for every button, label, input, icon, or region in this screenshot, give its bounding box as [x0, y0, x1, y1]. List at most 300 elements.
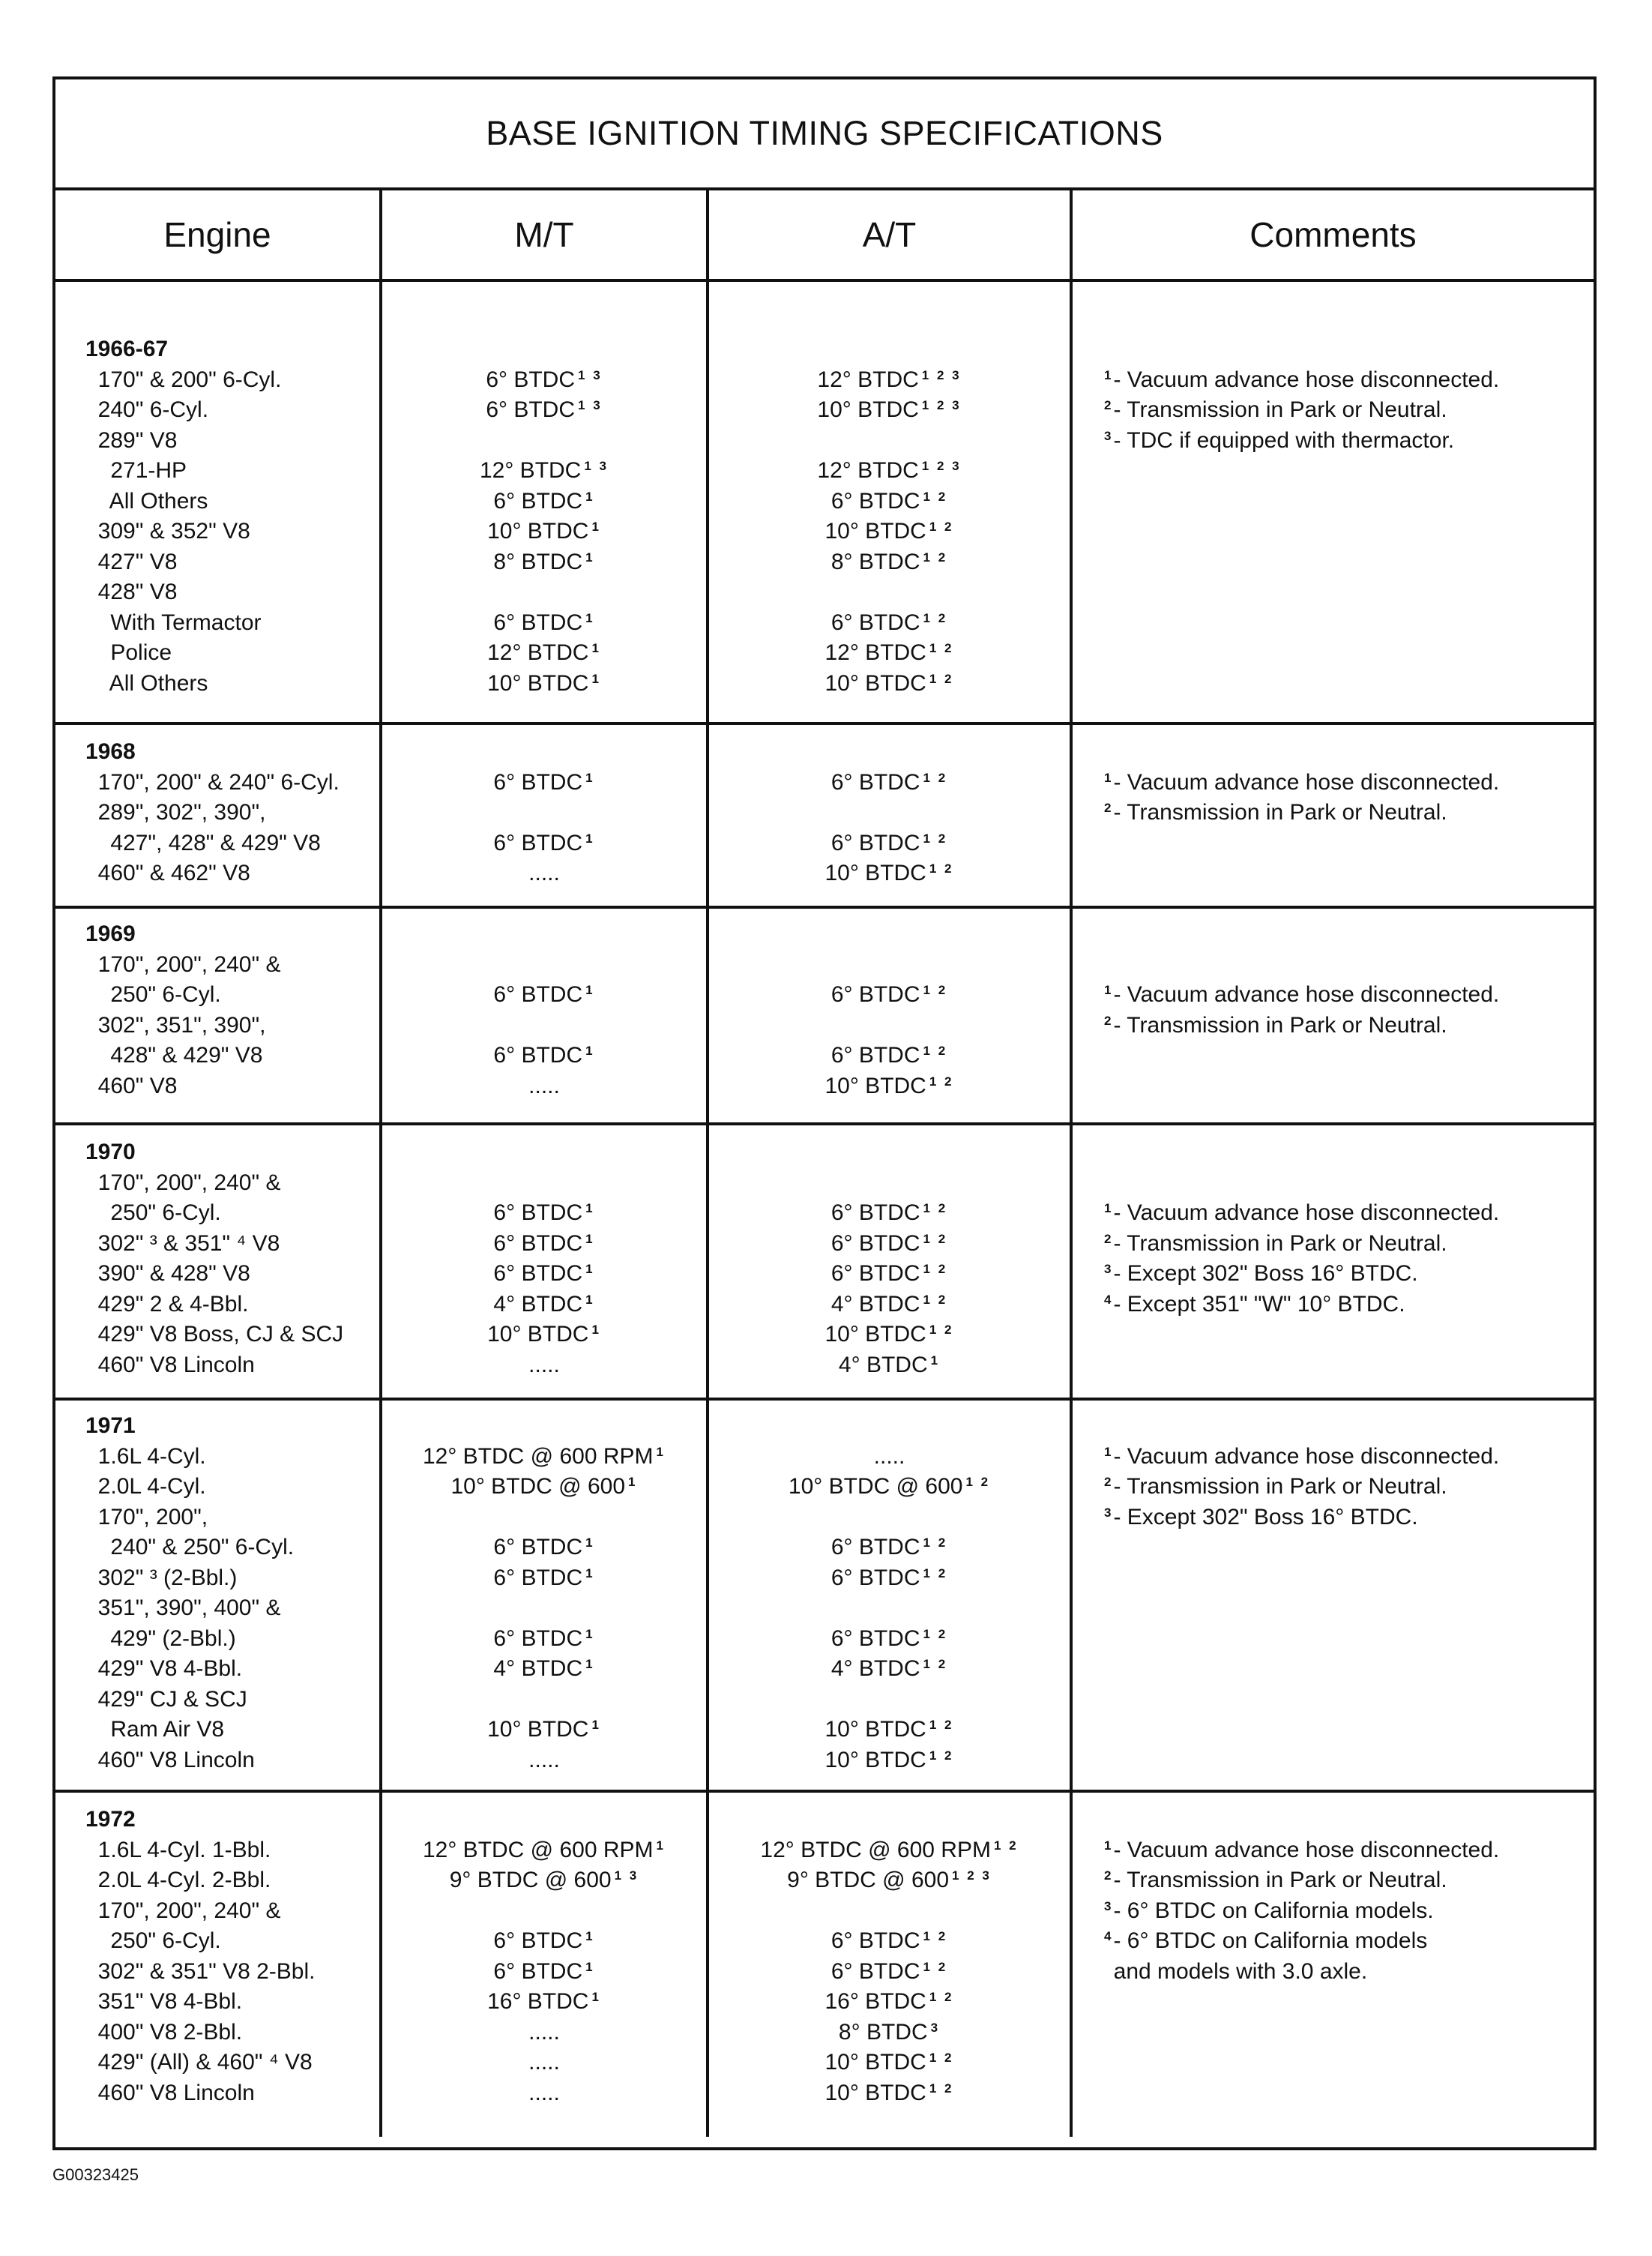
comment-line	[1073, 1503, 1594, 1533]
at-value-text: 12° BTDC @ 600 RPM	[760, 1837, 991, 1862]
at-value-text: 6° BTDC	[830, 1565, 920, 1590]
mt-value	[382, 1041, 706, 1071]
footnote-number: 4	[1104, 1929, 1114, 1943]
mt-value	[382, 547, 706, 578]
at-value	[709, 1593, 1070, 1624]
at-value	[709, 365, 1070, 396]
mt-value-text: 4° BTDC	[493, 1656, 583, 1681]
footnote-ref: 1 2	[923, 550, 948, 565]
at-value	[709, 950, 1070, 981]
mt-value	[382, 1957, 706, 1988]
at-value-text: .....	[873, 1443, 905, 1469]
spacer-line	[1073, 1411, 1594, 1442]
engine-cell	[55, 1125, 382, 1398]
spacer-line	[1073, 1805, 1594, 1835]
at-value-text: 6° BTDC	[830, 830, 920, 855]
footnote-ref: 1 2	[923, 770, 948, 785]
at-value	[709, 1168, 1070, 1199]
mt-value-text: 12° BTDC	[487, 640, 589, 665]
footnote-ref: 1 2	[923, 1657, 948, 1671]
engine-cell	[55, 1793, 382, 2137]
footnote-ref: 1	[585, 1626, 595, 1641]
mt-cell	[382, 282, 709, 722]
spacer-line	[709, 919, 1070, 950]
mt-value	[382, 828, 706, 859]
at-value	[709, 1835, 1070, 1866]
engine-name: All Others	[85, 488, 208, 514]
mt-value	[382, 1593, 706, 1624]
comment-text: - Vacuum advance hose disconnected.	[1113, 982, 1500, 1007]
at-value	[709, 1624, 1070, 1655]
at-value	[709, 669, 1070, 700]
footnote-ref: 1	[585, 831, 595, 846]
footnote-ref: 1	[591, 671, 601, 686]
mt-value	[382, 1198, 706, 1229]
spacer-line	[382, 737, 706, 768]
footnote-ref: 1 2	[965, 1475, 991, 1489]
mt-cell	[382, 909, 709, 1122]
mt-value-text: 8° BTDC	[493, 549, 583, 574]
at-value-text: 6° BTDC	[830, 1958, 920, 1984]
mt-value	[382, 577, 706, 608]
mt-value-text: 16° BTDC	[487, 1989, 589, 2014]
at-value	[709, 608, 1070, 639]
year-label: 1970	[85, 1140, 136, 1164]
mt-value	[382, 768, 706, 798]
footnote-ref: 1	[585, 1292, 595, 1307]
comment-line	[1073, 950, 1594, 981]
engine-name: 250" 6-Cyl.	[85, 1200, 221, 1225]
footnote-ref: 1 2	[929, 641, 954, 655]
footnote-ref: 1 2	[929, 2051, 954, 2065]
comment-line	[1073, 1011, 1594, 1041]
mt-value-text: 10° BTDC	[487, 1717, 589, 1742]
at-value	[709, 487, 1070, 517]
footnote-number: 2	[1104, 801, 1114, 815]
engine-name: 429" (2-Bbl.)	[85, 1625, 236, 1651]
spacer-line	[709, 737, 1070, 768]
at-value	[709, 828, 1070, 859]
engine-name: 460" V8 Lincoln	[85, 2080, 255, 2105]
engine-name: 2.0L 4-Cyl.	[85, 1474, 206, 1499]
mt-value-text: 6° BTDC	[493, 1958, 583, 1984]
mt-value	[382, 608, 706, 639]
mt-value	[382, 858, 706, 889]
engine-name: 250" 6-Cyl.	[85, 982, 221, 1007]
spacer-line	[382, 1805, 706, 1835]
engine-name: Ram Air V8	[85, 1717, 225, 1742]
comment-text: - Transmission in Park or Neutral.	[1113, 1012, 1447, 1038]
footnote-ref: 1 3	[584, 459, 609, 473]
mt-value-text: .....	[528, 2050, 560, 2075]
footnote-ref: 1 2	[929, 2081, 954, 2096]
at-value-text: 10° BTDC	[817, 397, 919, 422]
mt-value-text: .....	[528, 1747, 560, 1772]
mt-value-text: 12° BTDC	[479, 458, 582, 483]
year-label: 1968	[85, 739, 136, 764]
mt-value-text: .....	[528, 1073, 560, 1098]
at-value	[709, 426, 1070, 457]
comment-line	[1073, 980, 1594, 1011]
engine-name: 250" 6-Cyl.	[85, 1928, 221, 1953]
at-value-text: 10° BTDC	[825, 1747, 926, 1772]
engine-name: With Termactor	[85, 610, 262, 635]
engine-name: 429" CJ & SCJ	[85, 1686, 247, 1712]
mt-value	[382, 1563, 706, 1594]
at-value-text: 6° BTDC	[830, 1535, 920, 1559]
at-value-text: 12° BTDC	[817, 458, 919, 483]
mt-value-text: 10° BTDC @ 600	[450, 1474, 626, 1499]
engine-name: 170", 200",	[85, 1504, 208, 1529]
footnote-number: 3	[1104, 1505, 1114, 1520]
footnote-ref: 1 2	[923, 1929, 948, 1943]
footnote-ref: 1	[585, 1044, 595, 1058]
footnote-ref: 3	[930, 2020, 941, 2035]
spacer-line	[382, 334, 706, 365]
footnote-ref: 1 2	[929, 1323, 954, 1337]
at-value-text: 6° BTDC	[830, 610, 920, 635]
mt-value	[382, 395, 706, 426]
spacer-line	[1073, 737, 1594, 768]
table-title: BASE IGNITION TIMING SPECIFICATIONS	[55, 79, 1594, 190]
footnote-ref: 1 2	[929, 861, 954, 876]
engine-name: 351" V8 4-Bbl.	[85, 1989, 243, 2014]
comment-text: - 6° BTDC on California models.	[1113, 1898, 1434, 1923]
footnote-ref: 1	[591, 1718, 601, 1732]
mt-value-text: 6° BTDC	[493, 1200, 583, 1225]
footnote-ref: 1 2	[929, 520, 954, 534]
comment-line	[1073, 1229, 1594, 1260]
mt-value	[382, 638, 706, 669]
mt-value	[382, 1168, 706, 1199]
footnote-ref: 1	[585, 550, 595, 565]
at-cell	[709, 909, 1073, 1122]
comment-text: - Transmission in Park or Neutral.	[1113, 800, 1447, 825]
footnote-ref: 1	[591, 520, 601, 534]
footnote-ref: 1	[930, 1353, 941, 1368]
mt-value	[382, 1229, 706, 1260]
comment-line	[1073, 426, 1594, 457]
comment-text: - Vacuum advance hose disconnected.	[1113, 769, 1500, 795]
footnote-number: 2	[1104, 1231, 1114, 1246]
at-value-text: 8° BTDC	[838, 2019, 928, 2045]
at-value	[709, 456, 1070, 487]
engine-name: 271-HP	[85, 458, 187, 483]
at-value	[709, 1654, 1070, 1685]
engine-name: 460" & 462" V8	[85, 861, 250, 885]
at-value	[709, 638, 1070, 669]
year-label: 1971	[85, 1413, 136, 1438]
footnote-number: 3	[1104, 1262, 1114, 1276]
at-value-text: 10° BTDC @ 600	[788, 1474, 963, 1499]
engine-name: 302", 351", 390",	[85, 1012, 266, 1038]
comments-cell	[1073, 909, 1594, 1122]
mt-value	[382, 1745, 706, 1776]
comment-line	[1073, 395, 1594, 426]
spacer-line	[709, 1805, 1070, 1835]
mt-value	[382, 1290, 706, 1320]
at-value	[709, 1957, 1070, 1988]
engine-name: 302" ³ (2-Bbl.)	[85, 1565, 238, 1590]
footnote-ref: 1	[585, 983, 595, 997]
at-value-text: 6° BTDC	[830, 1625, 920, 1651]
mt-value	[382, 517, 706, 547]
engine-name: 429" V8 4-Bbl.	[85, 1656, 243, 1681]
mt-value-text: 6° BTDC	[493, 1535, 583, 1559]
footnote-ref: 1 2	[923, 983, 948, 997]
comment-line	[1073, 1290, 1594, 1320]
engine-name: 302" & 351" V8 2-Bbl.	[85, 1958, 316, 1984]
at-cell	[709, 282, 1073, 722]
at-value-text: 6° BTDC	[830, 1043, 920, 1068]
comment-text: - Transmission in Park or Neutral.	[1113, 1868, 1447, 1892]
header-at: A/T	[709, 190, 1073, 279]
footnote-ref: 1	[591, 1990, 601, 2004]
footnote-number: 3	[1104, 1898, 1114, 1913]
engine-name: 429" 2 & 4-Bbl.	[85, 1291, 249, 1317]
at-value	[709, 1350, 1070, 1381]
at-value	[709, 1071, 1070, 1102]
at-value	[709, 1259, 1070, 1290]
at-value	[709, 1503, 1070, 1533]
header-comments: Comments	[1249, 215, 1417, 254]
footnote-number: 1	[1104, 1838, 1114, 1853]
mt-value	[382, 1071, 706, 1102]
at-value	[709, 1011, 1070, 1041]
spacer-line	[1073, 334, 1594, 365]
engine-name: 460" V8 Lincoln	[85, 1352, 255, 1377]
mt-value-text: 6° BTDC	[493, 1043, 583, 1068]
comments-cell	[1073, 282, 1594, 722]
at-value-text: 10° BTDC	[825, 2080, 926, 2105]
comment-line	[1073, 1198, 1594, 1229]
at-value	[709, 1865, 1070, 1896]
spacer-line	[709, 1137, 1070, 1168]
year-label: 1969	[85, 921, 136, 946]
footnote-ref: 1	[628, 1475, 638, 1489]
mt-value	[382, 1259, 706, 1290]
mt-value-text: 6° BTDC	[493, 1261, 583, 1286]
at-value	[709, 980, 1070, 1011]
comment-line	[1073, 798, 1594, 828]
at-value	[709, 1229, 1070, 1260]
spacer-line	[709, 1411, 1070, 1442]
spacer-line	[709, 334, 1070, 365]
footnote-ref: 1 2	[929, 1718, 954, 1732]
comment-text: - Transmission in Park or Neutral.	[1113, 1474, 1447, 1499]
mt-value	[382, 1654, 706, 1685]
footnote-ref: 1 3	[578, 398, 603, 412]
comment-line	[1073, 1865, 1594, 1896]
mt-value	[382, 1442, 706, 1473]
footnote-ref: 1	[585, 770, 595, 785]
mt-value	[382, 1896, 706, 1927]
engine-cell	[55, 725, 382, 906]
comment-text: - 6° BTDC on California models	[1113, 1928, 1428, 1953]
at-value-text: 9° BTDC @ 600	[787, 1868, 950, 1892]
comment-line	[1073, 768, 1594, 798]
footnote-number: 1	[1104, 367, 1114, 382]
mt-cell	[382, 1125, 709, 1398]
mt-value	[382, 798, 706, 828]
engine-name: 1.6L 4-Cyl.	[85, 1443, 206, 1469]
engine-name: 170", 200" & 240" 6-Cyl.	[85, 769, 340, 795]
at-value	[709, 1987, 1070, 2018]
mt-value-text: 6° BTDC	[493, 769, 583, 795]
at-value	[709, 1442, 1070, 1473]
at-value-text: 10° BTDC	[825, 1717, 926, 1742]
mt-value	[382, 1835, 706, 1866]
comments-cell	[1073, 1793, 1594, 2137]
comment-text: - Except 302" Boss 16° BTDC.	[1113, 1504, 1418, 1529]
mt-cell	[382, 1401, 709, 1790]
comment-line	[1073, 1926, 1594, 1957]
year-group-1966-67	[55, 282, 1594, 725]
at-value-text: 10° BTDC	[825, 861, 926, 885]
mt-value-text: 6° BTDC	[493, 1625, 583, 1651]
footnote-ref: 1 2	[923, 1959, 948, 1974]
mt-value	[382, 1685, 706, 1715]
footnote-ref: 1	[585, 1231, 595, 1246]
at-value	[709, 1290, 1070, 1320]
footnote-ref: 1	[591, 1323, 601, 1337]
comment-line	[1073, 1957, 1594, 1988]
at-value	[709, 1896, 1070, 1927]
engine-name: 429" (All) & 460" ⁴ V8	[85, 2050, 313, 2075]
spacer-line	[1073, 1137, 1594, 1168]
comment-line	[1073, 1835, 1594, 1866]
engine-name: Police	[85, 640, 172, 665]
mt-value	[382, 669, 706, 700]
footnote-number: 1	[1104, 770, 1114, 785]
footnote-ref: 1 2	[923, 610, 948, 625]
mt-value-text: .....	[528, 2080, 560, 2105]
timing-spec-table	[52, 76, 1597, 2150]
at-value	[709, 2078, 1070, 2109]
at-value	[709, 1685, 1070, 1715]
footnote-number: 2	[1104, 1013, 1114, 1028]
at-value	[709, 1745, 1070, 1776]
comment-text: and models with 3.0 axle.	[1101, 1958, 1368, 1984]
footnote-ref: 1 2	[929, 1748, 954, 1763]
at-value-text: 12° BTDC	[825, 640, 926, 665]
mt-value	[382, 1011, 706, 1041]
comment-text: - Vacuum advance hose disconnected.	[1113, 1200, 1500, 1225]
comment-line	[1073, 1472, 1594, 1503]
comment-text: - TDC if equipped with thermactor.	[1113, 427, 1455, 453]
footnote-number: 1	[1104, 983, 1114, 997]
mt-value-text: .....	[528, 1352, 560, 1377]
comment-text: - Except 302" Boss 16° BTDC.	[1113, 1261, 1418, 1286]
mt-value	[382, 1926, 706, 1957]
mt-value-text: 6° BTDC	[493, 1230, 583, 1256]
at-value-text: 10° BTDC	[825, 1322, 926, 1347]
engine-name: 170", 200", 240" &	[85, 1170, 281, 1195]
footnote-ref: 1	[585, 1262, 595, 1276]
engine-name: 429" V8 Boss, CJ & SCJ	[85, 1322, 344, 1347]
year-label: 1972	[85, 1807, 136, 1832]
mt-value	[382, 456, 706, 487]
engine-name: 302" ³ & 351" ⁴ V8	[85, 1230, 280, 1256]
comment-text: - Vacuum advance hose disconnected.	[1113, 1443, 1500, 1469]
mt-value-text: 12° BTDC @ 600 RPM	[422, 1443, 654, 1469]
year-group-1971	[55, 1401, 1594, 1793]
at-cell	[709, 725, 1073, 906]
footnote-ref: 1 2 3	[921, 398, 962, 412]
mt-value-text: 6° BTDC	[486, 367, 576, 392]
footnote-ref: 1 2	[929, 1074, 954, 1089]
comment-text: - Vacuum advance hose disconnected.	[1113, 367, 1500, 392]
engine-name: 170", 200", 240" &	[85, 951, 281, 977]
mt-value	[382, 1320, 706, 1350]
mt-value-text: 10° BTDC	[487, 519, 589, 544]
at-value	[709, 1532, 1070, 1563]
engine-name: 240" 6-Cyl.	[85, 397, 209, 422]
at-value	[709, 1041, 1070, 1071]
spacer-line	[382, 1137, 706, 1168]
engine-name: All Others	[85, 670, 208, 696]
comment-text: - Vacuum advance hose disconnected.	[1113, 1837, 1500, 1862]
year-group-1970	[55, 1125, 1594, 1401]
footnote-ref: 1 2	[929, 1990, 954, 2004]
footnote-ref: 1 2	[923, 1292, 948, 1307]
header-row	[55, 190, 1594, 282]
footnote-ref: 1 2 3	[952, 1868, 992, 1883]
at-value-text: 12° BTDC	[817, 367, 919, 392]
footnote-ref: 1	[585, 489, 595, 504]
comments-cell	[1073, 725, 1594, 906]
mt-value-text: 6° BTDC	[493, 830, 583, 855]
at-value	[709, 1198, 1070, 1229]
mt-value-text: 4° BTDC	[493, 1291, 583, 1317]
at-value	[709, 395, 1070, 426]
header-engine: Engine	[55, 190, 382, 279]
engine-name: 240" & 250" 6-Cyl.	[85, 1535, 295, 1559]
mt-value	[382, 426, 706, 457]
mt-value	[382, 2048, 706, 2078]
spacer-line	[382, 919, 706, 950]
engine-name: 351", 390", 400" &	[85, 1595, 281, 1620]
footnote-ref: 1	[656, 1838, 666, 1853]
engine-name: 427" V8	[85, 549, 178, 574]
mt-value-text: 6° BTDC	[493, 982, 583, 1007]
mt-value-text: 6° BTDC	[486, 397, 576, 422]
footnote-ref: 1	[585, 1959, 595, 1974]
mt-value-text: 9° BTDC @ 600	[449, 1868, 612, 1892]
engine-name: 289", 302", 390",	[85, 800, 266, 825]
mt-value-text: 10° BTDC	[487, 670, 589, 696]
footnote-number: 2	[1104, 1868, 1114, 1883]
footnote-number: 2	[1104, 1475, 1114, 1489]
footnote-ref: 1 2	[923, 1535, 948, 1550]
mt-cell	[382, 1793, 709, 2137]
mt-value	[382, 1624, 706, 1655]
mt-value-text: 10° BTDC	[487, 1322, 589, 1347]
mt-value	[382, 487, 706, 517]
at-value-text: 10° BTDC	[825, 519, 926, 544]
at-value-text: 6° BTDC	[830, 1928, 920, 1953]
at-value-text: 4° BTDC	[830, 1291, 920, 1317]
mt-value-text: 12° BTDC @ 600 RPM	[422, 1837, 654, 1862]
at-value-text: 6° BTDC	[830, 1261, 920, 1286]
engine-name: 428" & 429" V8	[85, 1043, 263, 1068]
mt-value	[382, 1472, 706, 1503]
at-value	[709, 798, 1070, 828]
engine-name: 427", 428" & 429" V8	[85, 830, 321, 855]
at-cell	[709, 1793, 1073, 2137]
mt-value	[382, 1503, 706, 1533]
mt-value	[382, 2018, 706, 2048]
